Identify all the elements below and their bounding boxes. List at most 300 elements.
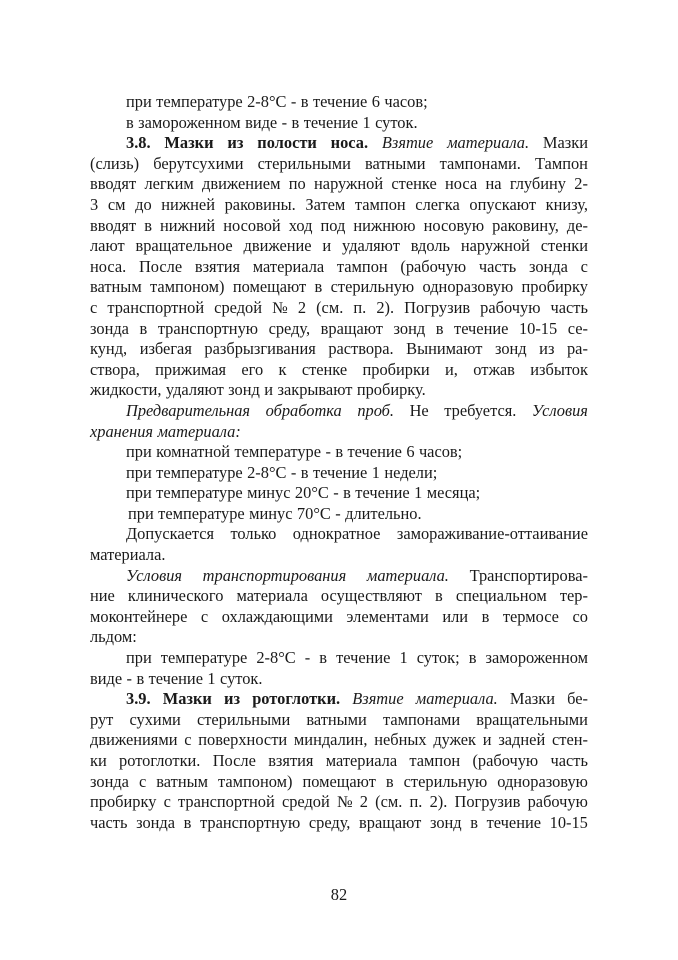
text-word: ние: [90, 586, 115, 606]
text-word: в: [435, 318, 444, 338]
text-word: опускают: [469, 194, 536, 214]
text-word: или: [442, 606, 469, 626]
text-word: комнатной: [156, 442, 231, 462]
text-word: 1: [371, 462, 380, 482]
text-word: вдоль: [410, 236, 451, 256]
text-word: течение: [486, 812, 542, 832]
text-word: и: [264, 380, 274, 400]
text-word: зонда: [90, 318, 129, 338]
text-word: в: [314, 277, 323, 297]
text-word: сухими: [129, 709, 181, 729]
text-word: разбрызгивания: [204, 339, 316, 359]
text-word: -: [333, 483, 339, 503]
text-word: замороженном: [485, 648, 588, 668]
text-word: тампон: [354, 194, 406, 214]
text-word: Допускается: [126, 524, 215, 544]
text-word: (рабочую: [400, 256, 467, 276]
text-word: в: [385, 771, 394, 791]
text-word: температуре: [160, 648, 248, 668]
text-word: 1: [414, 483, 423, 503]
document-page-body: [90, 92, 588, 833]
text-line: [90, 669, 588, 690]
text-word: вращательными: [476, 709, 588, 729]
text-word: при: [126, 92, 152, 111]
text-line: [90, 319, 588, 340]
text-word: движением: [202, 174, 281, 194]
text-line: [90, 113, 588, 134]
text-word: в: [470, 812, 479, 832]
text-line: [90, 360, 588, 381]
text-word: зонд: [494, 339, 527, 359]
text-line: [90, 257, 588, 278]
text-word: льдом:: [90, 627, 137, 647]
text-word: взятия: [194, 256, 241, 276]
text-word: см: [107, 194, 126, 214]
text-word: вращательное: [135, 236, 233, 256]
text-word: транспортную: [200, 812, 301, 832]
text-word: 2-: [574, 174, 588, 194]
bold-heading-word: из: [224, 689, 241, 709]
text-word: стен-: [552, 730, 588, 750]
text-word: по: [288, 174, 306, 194]
text-word: Тампон: [534, 153, 588, 173]
text-word: носовой: [223, 215, 281, 235]
text-word: (см.: [375, 792, 403, 812]
text-word: в: [468, 648, 477, 668]
text-word: 2-8°С: [247, 92, 287, 111]
text-word: в: [319, 648, 328, 668]
italic-word: материала.: [415, 689, 498, 709]
text-word: -: [335, 503, 341, 523]
text-word: стенке: [301, 359, 348, 379]
text-word: средой: [214, 297, 263, 317]
text-word: рабочую: [527, 792, 588, 812]
bold-heading-word: 3.8.: [126, 133, 151, 153]
text-word: минус: [249, 503, 293, 523]
text-line: [90, 751, 588, 772]
text-word: материала.: [90, 545, 166, 565]
text-word: с: [580, 256, 588, 276]
text-word: 10-15: [549, 812, 588, 832]
text-word: замороженном: [138, 112, 241, 132]
text-word: зонд: [393, 318, 426, 338]
text-word: -: [281, 112, 288, 132]
text-word: часов;: [384, 92, 428, 111]
text-word: слегка: [415, 194, 460, 214]
text-word: ротоглотки.: [119, 751, 201, 770]
text-word: тампон: [336, 256, 388, 276]
text-word: движение: [243, 236, 312, 256]
text-word: тампон: [409, 751, 461, 770]
bold-heading-word: Мазки: [164, 133, 214, 153]
text-word: поверхности: [198, 730, 288, 750]
text-word: удаляют: [342, 236, 400, 256]
text-word: глубину: [509, 174, 566, 194]
text-word: течение: [312, 462, 368, 482]
text-word: в: [183, 812, 192, 832]
text-word: наружной: [314, 174, 384, 194]
text-word: виде: [90, 668, 123, 688]
italic-word: транспортирования: [202, 565, 347, 585]
text-word: вращают: [359, 812, 422, 832]
text-word: ватным: [156, 771, 208, 791]
text-line: [90, 772, 588, 793]
text-line: [90, 277, 588, 298]
text-word: с: [200, 606, 209, 626]
text-line: [90, 380, 588, 401]
text-word: часть: [550, 751, 588, 770]
text-word: осуществляют: [320, 586, 422, 606]
text-word: миндалин,: [293, 730, 368, 750]
italic-word: Взятие: [352, 689, 404, 709]
text-word: температуре: [156, 92, 243, 111]
bold-heading-word: 3.9.: [126, 689, 151, 709]
text-word: стерильными: [196, 709, 291, 729]
italic-word: Взятие: [381, 133, 434, 153]
text-word: тампоном): [150, 277, 225, 297]
text-line: [90, 195, 588, 216]
text-word: -: [304, 648, 311, 668]
text-word: виде: [245, 112, 278, 132]
text-word: рут: [90, 709, 114, 729]
text-word: избыток: [530, 359, 588, 379]
text-word: задней: [498, 730, 546, 750]
text-word: нижней: [161, 194, 215, 214]
text-word: стерильную: [403, 771, 488, 791]
text-word: вращают: [320, 318, 383, 338]
text-word: средой: [281, 792, 330, 812]
italic-word: обработка: [265, 400, 342, 420]
text-word: тампонами.: [439, 153, 521, 173]
text-word: бе-: [567, 689, 588, 709]
text-word: моконтейнере: [90, 606, 188, 626]
text-word: течение: [148, 668, 203, 688]
text-word: №: [336, 792, 353, 812]
text-word: кунд,: [90, 339, 128, 359]
text-word: течение: [312, 92, 368, 111]
text-word: часов;: [418, 442, 463, 462]
text-word: среду,: [308, 812, 351, 832]
text-word: в: [335, 442, 344, 462]
text-word: в: [300, 92, 309, 111]
text-word: Транспортирова-: [469, 565, 588, 585]
italic-word: Предварительная: [126, 400, 251, 420]
text-word: помещают: [302, 771, 376, 791]
text-word: температуре: [234, 442, 322, 462]
text-word: носа: [445, 174, 478, 194]
text-word: материала: [252, 256, 325, 276]
text-word: нижнюю: [353, 215, 416, 235]
text-line: [90, 607, 588, 628]
text-word: только: [230, 524, 277, 544]
text-word: в: [136, 668, 145, 688]
text-word: рабочую: [480, 297, 541, 317]
text-word: и: [322, 236, 332, 256]
text-word: помещают: [232, 277, 307, 297]
text-word: под: [320, 215, 346, 235]
text-word: элементами: [346, 606, 429, 626]
text-word: небных: [374, 730, 427, 750]
text-word: Затем: [305, 194, 346, 214]
text-line: [90, 566, 588, 587]
text-line: [90, 648, 588, 669]
text-word: (см.: [316, 297, 344, 317]
text-word: 2-8°С: [256, 648, 296, 668]
text-word: со: [572, 606, 588, 626]
text-word: недели;: [384, 462, 438, 482]
text-word: при: [126, 483, 152, 503]
text-word: в: [343, 483, 351, 503]
text-word: пробирку: [90, 792, 157, 812]
text-word: к: [278, 359, 287, 379]
text-word: легким: [144, 174, 194, 194]
text-word: 1: [362, 112, 371, 132]
text-word: (слизь): [90, 153, 140, 173]
text-word: ватными: [306, 709, 367, 729]
text-word: с: [138, 771, 147, 791]
italic-word: материала.: [366, 565, 449, 585]
text-word: вводят: [90, 215, 137, 235]
italic-word: материала.: [447, 133, 530, 153]
text-word: зонда: [90, 771, 129, 791]
text-word: 6: [406, 442, 415, 462]
text-word: в: [435, 586, 443, 606]
text-word: при: [126, 442, 152, 462]
text-word: его: [241, 359, 264, 379]
text-word: с: [184, 730, 192, 750]
text-line: [90, 710, 588, 731]
text-word: раствора.: [328, 339, 394, 359]
text-word: книзу,: [545, 194, 588, 214]
text-word: течение: [454, 318, 509, 338]
text-word: стенки: [540, 236, 588, 256]
text-word: температуре: [156, 483, 243, 503]
text-line: [90, 813, 588, 834]
text-word: После: [212, 751, 256, 770]
text-line: [90, 236, 588, 257]
text-word: материала: [236, 586, 308, 606]
text-word: удаляют: [165, 380, 224, 400]
text-word: течение: [303, 112, 359, 132]
text-word: берутсухими: [153, 153, 244, 173]
text-word: суток.: [220, 668, 263, 688]
text-word: 10-15: [518, 318, 558, 338]
text-word: температуре: [156, 462, 243, 482]
text-line: [90, 483, 588, 504]
text-line: [90, 216, 588, 237]
text-word: пробирки: [362, 359, 430, 379]
text-word: ватным: [90, 277, 142, 297]
text-word: при: [126, 648, 152, 668]
text-word: п.: [409, 792, 423, 812]
italic-word: материала:: [157, 421, 241, 441]
text-word: 6: [371, 92, 380, 111]
text-word: одноразовую: [497, 771, 588, 791]
text-word: прижимая: [155, 359, 227, 379]
text-line: [90, 442, 588, 463]
text-word: минус: [247, 483, 291, 503]
text-word: де-: [566, 215, 588, 235]
text-word: течение: [355, 483, 410, 503]
text-line: [90, 586, 588, 607]
text-line: [90, 174, 588, 195]
text-word: (рабочую: [472, 751, 539, 770]
text-word: с: [90, 297, 98, 317]
text-word: пробирку: [521, 277, 588, 297]
page-number: 82: [330, 885, 348, 904]
text-word: носа.: [90, 256, 127, 276]
text-word: часть: [90, 812, 128, 832]
text-word: термосе: [502, 606, 559, 626]
text-line: [90, 545, 588, 566]
text-word: в: [126, 112, 134, 132]
text-word: суток;: [416, 648, 460, 668]
italic-word: проб.: [357, 400, 395, 420]
text-word: взятия: [268, 751, 314, 770]
text-word: 2: [359, 792, 368, 812]
bold-heading-word: носа.: [330, 133, 369, 153]
text-word: стерильную: [330, 277, 415, 297]
text-word: транспортной: [178, 792, 275, 812]
text-word: -: [126, 668, 133, 688]
text-word: 2).: [376, 297, 395, 317]
text-line: [90, 422, 588, 443]
text-word: жидкости,: [90, 380, 162, 400]
text-word: Погрузив: [454, 792, 521, 812]
text-line: [90, 298, 588, 319]
text-line: [90, 154, 588, 175]
text-word: течение: [336, 648, 391, 668]
italic-word: хранения: [90, 421, 154, 441]
text-word: п.: [353, 297, 367, 317]
text-word: охлаждающими: [221, 606, 333, 626]
text-word: среду,: [268, 318, 311, 338]
text-line: [90, 689, 588, 710]
text-word: ход: [288, 215, 313, 235]
text-word: наружной: [460, 236, 530, 256]
text-word: 1: [399, 648, 408, 668]
text-word: с: [163, 792, 171, 812]
text-word: ватными: [365, 153, 426, 173]
italic-word: Условия: [531, 400, 588, 420]
text-word: 20°С: [294, 483, 329, 503]
text-word: транспортной: [107, 297, 205, 317]
text-line: [90, 730, 588, 751]
text-word: однократное: [292, 524, 381, 544]
text-word: до: [135, 194, 152, 214]
text-word: №: [272, 297, 288, 317]
text-word: 1: [207, 668, 216, 688]
bold-heading-word: полости: [257, 133, 317, 153]
text-word: Мазки: [509, 689, 555, 709]
text-line: [90, 504, 588, 525]
text-word: вводят: [90, 174, 137, 194]
text-line: [90, 524, 588, 545]
bold-heading-word: Мазки: [162, 689, 212, 709]
text-word: температуре: [158, 503, 245, 523]
text-line: [90, 92, 588, 113]
text-word: После: [138, 256, 183, 276]
text-word: при: [128, 503, 154, 523]
text-word: суток.: [375, 112, 418, 132]
text-word: раковину,: [492, 215, 559, 235]
text-word: пробирку.: [356, 380, 426, 400]
text-line: [90, 133, 588, 154]
text-word: закрывают: [277, 380, 353, 400]
text-word: течение: [347, 442, 402, 462]
text-word: в: [300, 462, 309, 482]
text-word: месяца;: [426, 483, 481, 503]
text-word: се-: [567, 318, 588, 338]
text-word: зонда: [528, 256, 568, 276]
text-line: [90, 463, 588, 484]
text-word: одноразовую: [422, 277, 514, 297]
text-word: -: [290, 462, 297, 482]
text-word: и,: [445, 359, 458, 379]
text-word: в: [144, 215, 152, 235]
text-word: движениями: [90, 730, 178, 750]
text-line: [90, 401, 588, 422]
text-word: стерильными: [257, 153, 351, 173]
text-word: на: [485, 174, 502, 194]
text-word: замораживание-оттаивание: [396, 524, 588, 544]
bold-heading-word: ротоглотки.: [252, 689, 341, 709]
text-word: тампонами: [382, 709, 461, 729]
text-word: при: [126, 462, 152, 482]
italic-word: Условия: [126, 565, 183, 585]
text-word: лают: [90, 236, 125, 256]
text-word: материала: [325, 751, 398, 770]
text-word: в: [291, 112, 300, 132]
text-word: дужек: [433, 730, 476, 750]
text-word: в: [139, 318, 148, 338]
text-word: Не: [409, 400, 429, 420]
text-word: зонда: [136, 812, 176, 832]
text-word: клинического: [127, 586, 224, 606]
text-word: тер-: [559, 586, 588, 606]
text-word: нижний: [160, 215, 216, 235]
text-line: [90, 627, 588, 648]
text-word: носовую: [423, 215, 485, 235]
text-line: [90, 792, 588, 813]
text-word: Погрузив: [404, 297, 471, 317]
text-word: часть: [478, 256, 517, 276]
text-word: транспортную: [157, 318, 259, 338]
text-word: отжав: [473, 359, 515, 379]
text-word: зонд: [429, 812, 462, 832]
text-word: стенке: [391, 174, 437, 194]
text-word: и: [482, 730, 492, 750]
text-word: требуется.: [444, 400, 517, 420]
text-word: из: [539, 339, 555, 359]
text-word: 2).: [429, 792, 448, 812]
text-word: ра-: [566, 339, 588, 359]
text-word: Вынимают: [406, 339, 483, 359]
text-word: зонд: [228, 380, 260, 400]
text-word: -: [325, 442, 331, 462]
text-word: 2: [297, 297, 307, 317]
text-word: ки: [90, 751, 107, 770]
text-word: 70°С: [296, 503, 331, 523]
text-word: раковины.: [224, 194, 296, 214]
bold-heading-word: из: [227, 133, 244, 153]
text-word: часть: [550, 297, 588, 317]
text-word: избегая: [139, 339, 192, 359]
text-word: -: [290, 92, 297, 111]
text-word: 2-8°С: [247, 462, 287, 482]
text-word: 3: [90, 194, 99, 214]
text-word: специальном: [455, 586, 547, 606]
